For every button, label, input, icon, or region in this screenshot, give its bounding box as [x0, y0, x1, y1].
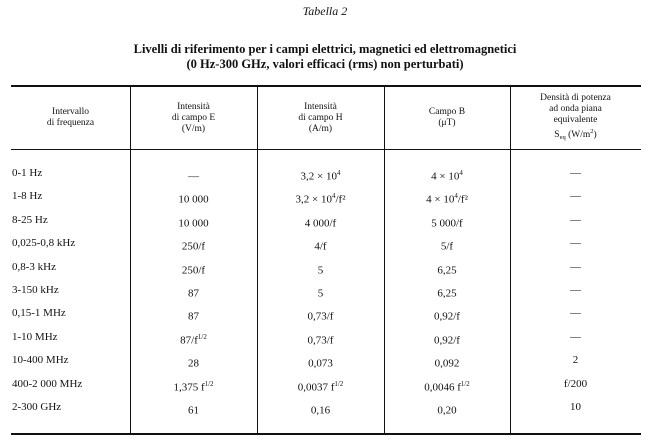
cell-b-field-value: 4 × 10 [431, 170, 460, 183]
cell-power-density [510, 396, 641, 419]
table-header-rule [11, 149, 641, 150]
cell-h-field [257, 209, 384, 232]
cell-b-field [384, 279, 510, 302]
cell-h-field [257, 185, 384, 208]
cell-h-field-superscript: 4 [331, 192, 336, 201]
cell-power-density-value: — [570, 307, 581, 320]
unit-post: ) [593, 130, 597, 141]
cell-h-field [257, 256, 384, 279]
cell-h-field-value: 0,073 [308, 357, 333, 370]
header-text: Intensità [177, 101, 210, 112]
cell-frequency-value: 0,025-0,8 kHz [12, 237, 76, 250]
cell-h-field-value: 0,73/f [307, 311, 334, 324]
cell-e-field [130, 232, 257, 255]
table-row [11, 373, 641, 396]
table-title-line-2: (0 Hz-300 GHz, valori efficaci (rms) non perturbati) [186, 57, 464, 71]
cell-e-field-value: 10 000 [178, 217, 209, 230]
cell-b-field-value: 0,92/f [434, 311, 460, 324]
cell-h-field-value: 5 [317, 287, 324, 300]
cell-power-density-value: — [570, 237, 581, 250]
cell-h-field-value: 0,16 [310, 404, 331, 417]
cell-e-field [130, 185, 257, 208]
cell-power-density [510, 185, 641, 208]
cell-frequency-value: 0,15-1 MHz [12, 307, 66, 320]
cell-h-field [257, 302, 384, 325]
table-row [11, 209, 641, 232]
cell-frequency-value: 1-10 MHz [12, 330, 58, 343]
cell-e-field-superscript: 1/2 [197, 332, 207, 341]
cell-b-field-value: 4 × 10 [426, 194, 455, 207]
cell-e-field-value: 61 [188, 404, 199, 417]
header-text: di frequenza [46, 118, 95, 128]
table-caption: Tabella 2 [302, 4, 348, 18]
unit-sup: 2 [590, 127, 594, 135]
cell-b-field-value: 5 000/f [431, 217, 463, 230]
cell-e-field [130, 349, 257, 372]
cell-h-field [257, 326, 384, 349]
cell-h-field-value: 0,0037 f [297, 381, 335, 394]
cell-e-field-value: 1,375 f [173, 381, 205, 394]
cell-b-field-superscript: 4 [459, 169, 463, 177]
header-text: ad onda piana [549, 103, 602, 114]
table-row [11, 279, 641, 302]
unit-pre: (W/m [568, 130, 591, 141]
cell-e-field [130, 396, 257, 419]
table-row [11, 396, 641, 419]
cell-b-field-suffix: /f² [457, 194, 468, 207]
cell-b-field-superscript: 1/2 [460, 379, 470, 388]
cell-h-field [257, 279, 384, 302]
cell-h-field [257, 162, 384, 185]
cell-frequency-value: 2-300 GHz [12, 401, 62, 413]
cell-h-field-value: 4 000/f [304, 217, 337, 230]
cell-power-density-value: 10 [570, 401, 581, 413]
cell-frequency [11, 209, 131, 232]
symbol-s: S [554, 130, 560, 141]
cell-power-density [510, 209, 641, 232]
table-title [0, 42, 650, 72]
header-text: equivalente [553, 114, 598, 125]
cell-b-field-value: 0,92/f [434, 334, 460, 347]
cell-frequency-value: 0,8-3 kHz [12, 260, 56, 273]
cell-b-field-value: 0,092 [434, 357, 460, 370]
cell-e-field [130, 326, 257, 349]
cell-frequency [11, 302, 131, 325]
cell-e-field-superscript: 1/2 [204, 379, 214, 388]
cell-h-field-value: 3,2 × 10 [300, 170, 337, 183]
cell-frequency-value: 0-1 Hz [12, 167, 43, 179]
cell-e-field [130, 256, 257, 279]
cell-e-field-value: 87 [188, 287, 199, 300]
cell-b-field [384, 349, 510, 372]
cell-b-field [384, 209, 510, 232]
cell-b-field-value: 0,20 [437, 404, 457, 417]
cell-power-density-value: 2 [572, 354, 579, 367]
header-b-field [384, 87, 510, 149]
cell-b-field [384, 232, 510, 255]
cell-e-field-value: 28 [188, 357, 199, 370]
cell-frequency [11, 256, 131, 279]
cell-b-field [384, 256, 510, 279]
cell-b-field-value: 6,25 [437, 287, 457, 300]
cell-b-field [384, 326, 510, 349]
cell-power-density-value: f/200 [563, 377, 588, 390]
cell-h-field [257, 232, 384, 255]
header-frequency-range [11, 87, 130, 149]
cell-power-density [510, 232, 641, 255]
cell-power-density-value: — [570, 260, 581, 273]
cell-power-density-value: — [570, 190, 581, 203]
cell-h-field-value: 5 [317, 264, 324, 277]
header-text: Intensità [304, 101, 337, 112]
cell-b-field [384, 185, 510, 208]
table-row [11, 326, 641, 349]
cell-e-field-value: 10 000 [178, 194, 209, 207]
cell-power-density-value: — [570, 167, 581, 179]
cell-power-density-value: — [570, 284, 581, 296]
header-e-field [130, 87, 257, 149]
header-text: Intervallo [52, 107, 89, 117]
cell-power-density-value: — [570, 330, 581, 343]
table-row [11, 162, 641, 185]
symbol-sub: eq [559, 134, 566, 142]
cell-h-field-value: 4/f [314, 240, 327, 253]
header-text: di campo E [171, 112, 216, 123]
cell-frequency [11, 373, 131, 396]
cell-h-field-value: 3,2 × 10 [295, 194, 332, 207]
header-h-field [257, 87, 384, 149]
cell-e-field [130, 209, 257, 232]
cell-e-field-value: — [188, 170, 199, 183]
table-row [11, 185, 641, 208]
cell-e-field [130, 373, 257, 396]
table-row [11, 349, 641, 372]
cell-h-field-value: 0,73/f [307, 334, 334, 347]
cell-b-field-value: 5/f [440, 240, 454, 253]
table-bottom-rule [11, 433, 641, 435]
header-unit [540, 126, 611, 143]
header-text: (V/m) [181, 123, 206, 134]
cell-e-field [130, 302, 257, 325]
table-row [11, 302, 641, 325]
cell-power-density [510, 302, 641, 325]
cell-e-field [130, 162, 257, 185]
cell-e-field-value: 87/f [180, 334, 198, 347]
cell-b-field-value: 0,0046 f [424, 381, 461, 394]
cell-frequency [11, 279, 131, 302]
cell-power-density [510, 349, 641, 372]
table-title-line-1: Livelli di riferimento per i campi elettrici, magnetici ed elettromagnetici [133, 42, 517, 56]
cell-frequency [11, 162, 131, 185]
cell-b-field [384, 396, 510, 419]
header-text: (μT) [438, 118, 456, 128]
cell-power-density [510, 256, 641, 279]
header-text: Densità di potenza [540, 92, 611, 103]
cell-frequency [11, 326, 131, 349]
cell-e-field [130, 279, 257, 302]
cell-frequency [11, 185, 131, 208]
cell-frequency-value: 400-2 000 MHz [12, 377, 83, 390]
cell-e-field-value: 250/f [181, 240, 206, 253]
cell-h-field-superscript: 1/2 [334, 379, 344, 388]
cell-b-field [384, 162, 510, 185]
cell-e-field-value: 87 [188, 311, 199, 324]
cell-b-field-superscript: 4 [454, 192, 458, 201]
cell-power-density [510, 279, 641, 302]
cell-frequency-value: 10-400 MHz [12, 354, 69, 367]
cell-power-density [510, 162, 641, 185]
cell-b-field [384, 302, 510, 325]
header-text: di campo H [298, 112, 343, 123]
cell-h-field [257, 373, 384, 396]
cell-power-density-value: — [570, 213, 581, 226]
cell-frequency-value: 1-8 Hz [12, 190, 43, 203]
header-text: Campo B [428, 107, 466, 117]
cell-b-field-value: 6,25 [437, 264, 457, 277]
cell-frequency [11, 232, 131, 255]
cell-frequency-value: 3-150 kHz [12, 284, 59, 296]
cell-h-field-suffix: /f² [335, 194, 346, 207]
header-text: (A/m) [308, 123, 333, 134]
cell-h-field [257, 349, 384, 372]
cell-b-field [384, 373, 510, 396]
cell-power-density [510, 373, 641, 396]
cell-e-field-value: 250/f [181, 264, 206, 277]
table-row [11, 232, 641, 255]
table-row [11, 256, 641, 279]
cell-power-density [510, 326, 641, 349]
cell-frequency-value: 8-25 Hz [12, 213, 48, 226]
cell-h-field-superscript: 4 [336, 169, 341, 177]
header-power-density [510, 87, 641, 149]
cell-frequency [11, 396, 131, 419]
cell-h-field [257, 396, 384, 419]
cell-frequency [11, 349, 131, 372]
